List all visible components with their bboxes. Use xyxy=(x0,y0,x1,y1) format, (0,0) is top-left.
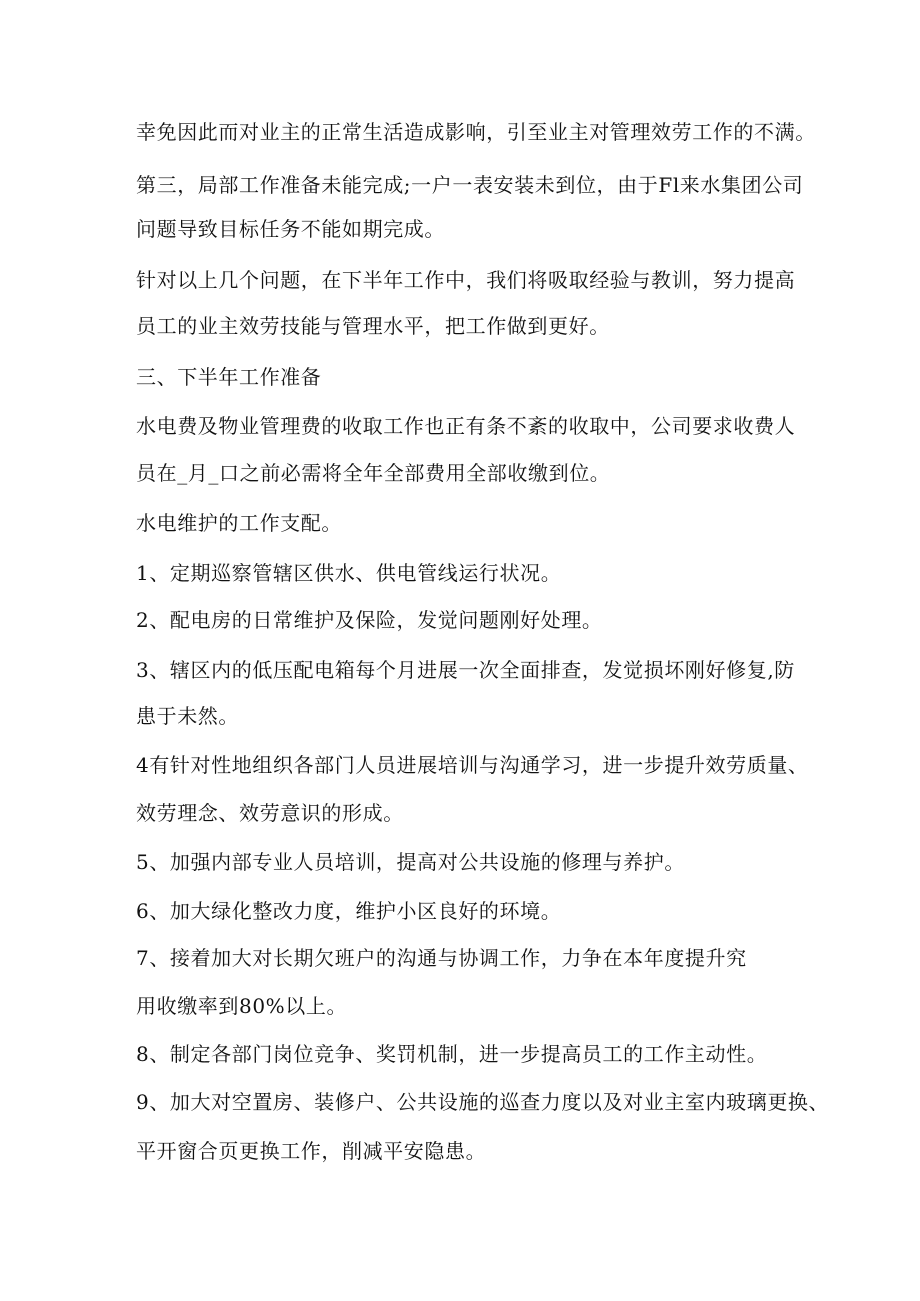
list-item: 9、加大对空置房、装修户、公共设施的巡查力度以及对业主室内玻璃更换、 xyxy=(136,1090,830,1114)
list-item: 2、配电房的日常维护及保险，发觉问题刚好处理。 xyxy=(136,608,603,632)
paragraph-line: 员在_月_口之前必需将全年全部费用全部收缴到位。 xyxy=(136,461,611,485)
list-item-continuation: 患于未然。 xyxy=(136,704,239,728)
paragraph-line: 问题导致目标任务不能如期完成。 xyxy=(136,217,445,241)
list-item-continuation: 平开窗合页更换工作，削减平安隐患。 xyxy=(136,1139,487,1163)
list-item-continuation: 用收缴率到80%以上。 xyxy=(136,994,348,1018)
list-item: 4有针对性地组织各部门人员进展培训与沟通学习，进一步提升效劳质量、 xyxy=(136,753,809,777)
paragraph-line: 水电费及物业管理费的收取工作也正有条不紊的收取中，公司要求收费人 xyxy=(136,414,796,438)
paragraph-line: 员工的业主效劳技能与管理水平，把工作做到更好。 xyxy=(136,314,610,338)
section-heading: 三、下半年工作准备 xyxy=(136,365,322,389)
list-item: 3、辖区内的低压配电箱每个月进展一次全面排查，发觉损坏刚好修复,防 xyxy=(136,658,795,682)
list-item: 8、制定各部门岗位竞争、奖罚机制，进一步提高员工的工作主动性。 xyxy=(136,1042,768,1066)
paragraph-line: 幸免因此而对业主的正常生活造成影响，引至业主对管理效劳工作的不满。 xyxy=(136,120,816,144)
paragraph-line: 针对以上几个问题，在下半年工作中，我们将吸取经验与教训，努力提高 xyxy=(136,268,796,292)
list-item: 1、定期巡察管辖区供水、供电管线运行状况。 xyxy=(136,561,562,585)
list-item: 6、加大绿化整改力度，维护小区良好的环境。 xyxy=(136,899,562,923)
list-item: 7、接着加大对长期欠班户的沟通与协调工作，力争在本年度提升究 xyxy=(136,946,747,970)
list-item: 5、加强内部专业人员培训，提高对公共设施的修理与养护。 xyxy=(136,850,685,874)
list-item-continuation: 效劳理念、效劳意识的形成。 xyxy=(136,801,404,825)
paragraph-line: 第三，局部工作准备未能完成;一户一表安装未到位，由于Fl来水集团公司 xyxy=(136,173,804,197)
paragraph-line: 水电维护的工作支配。 xyxy=(136,511,342,535)
